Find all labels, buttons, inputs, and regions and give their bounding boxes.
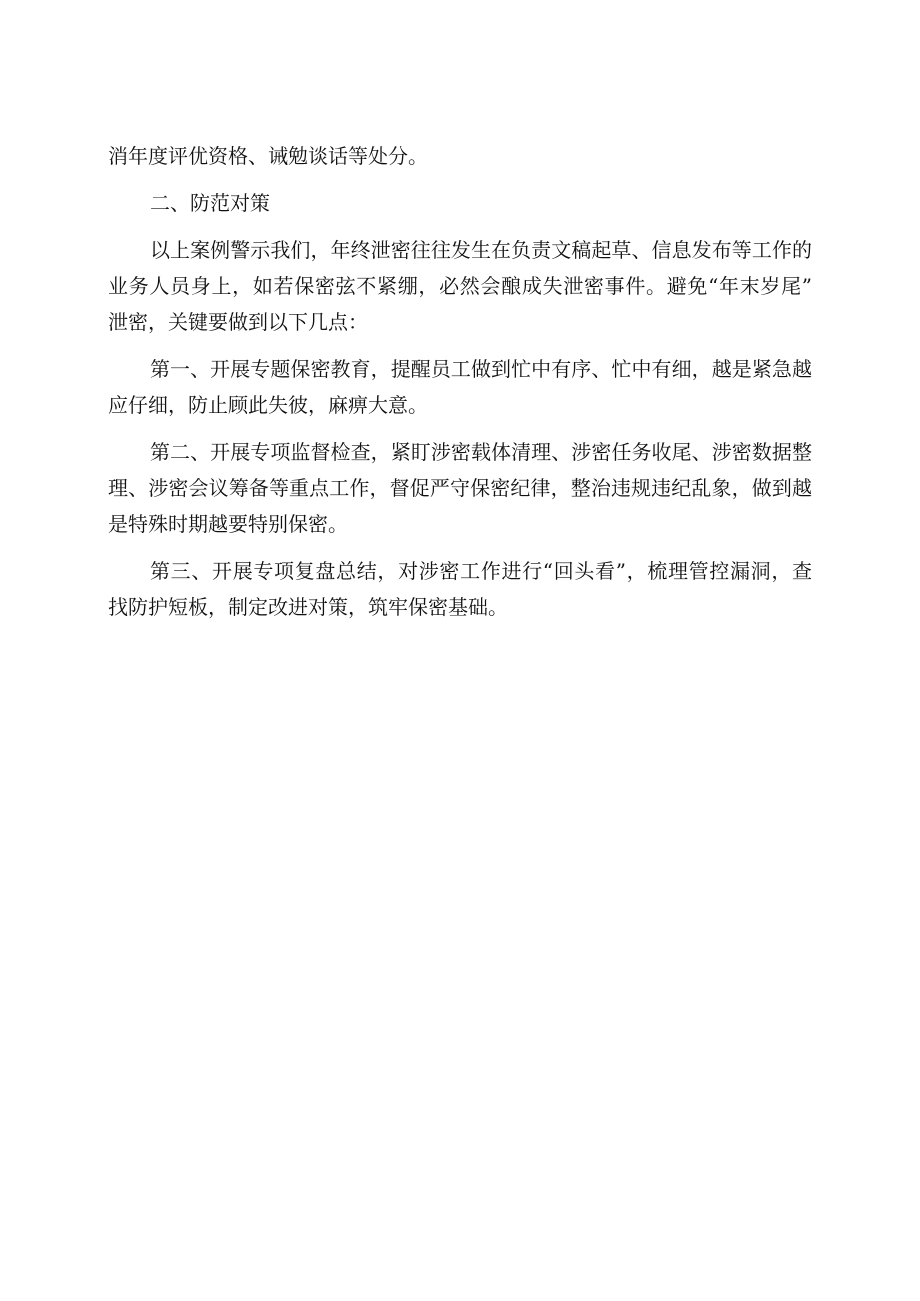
text-line: 是特殊时期越要特别保密。 — [108, 512, 348, 536]
paragraph-point-three — [108, 553, 812, 625]
paragraph-point-two — [108, 434, 812, 542]
text-line: 消年度评优资格、诫勉谈话等处分。 — [108, 144, 428, 168]
section-heading — [108, 185, 812, 221]
text-line: 二、防范对策 — [150, 191, 270, 215]
text-line: 第三、开展专项复盘总结，对涉密工作进行“回头看”，梳理管控漏洞，查 — [150, 559, 812, 583]
document-body — [108, 138, 812, 625]
text-line: 第一、开展专题保密教育，提醒员工做到忙中有序、忙中有细，越是紧急越 — [150, 357, 812, 381]
paragraph-point-one — [108, 351, 812, 423]
text-line: 第二、开展专项监督检查，紧盯涉密载体清理、涉密任务收尾、涉密数据整 — [150, 440, 812, 464]
text-line: 理、涉密会议筹备等重点工作，督促严守保密纪律，整治违规违纪乱象，做到越 — [108, 476, 812, 500]
text-line: 以上案例警示我们，年终泄密往往发生在负责文稿起草、信息发布等工作的 — [150, 238, 812, 262]
text-line: 泄密，关键要做到以下几点： — [108, 310, 368, 334]
text-line: 应仔细，防止顾此失彼，麻痹大意。 — [108, 393, 428, 417]
paragraph-continuation — [108, 138, 812, 174]
text-line: 业务人员身上，如若保密弦不紧绷，必然会酿成失泄密事件。避免“年末岁尾” — [108, 274, 812, 298]
paragraph-intro — [108, 232, 812, 340]
text-line: 找防护短板，制定改进对策，筑牢保密基础。 — [108, 595, 508, 619]
